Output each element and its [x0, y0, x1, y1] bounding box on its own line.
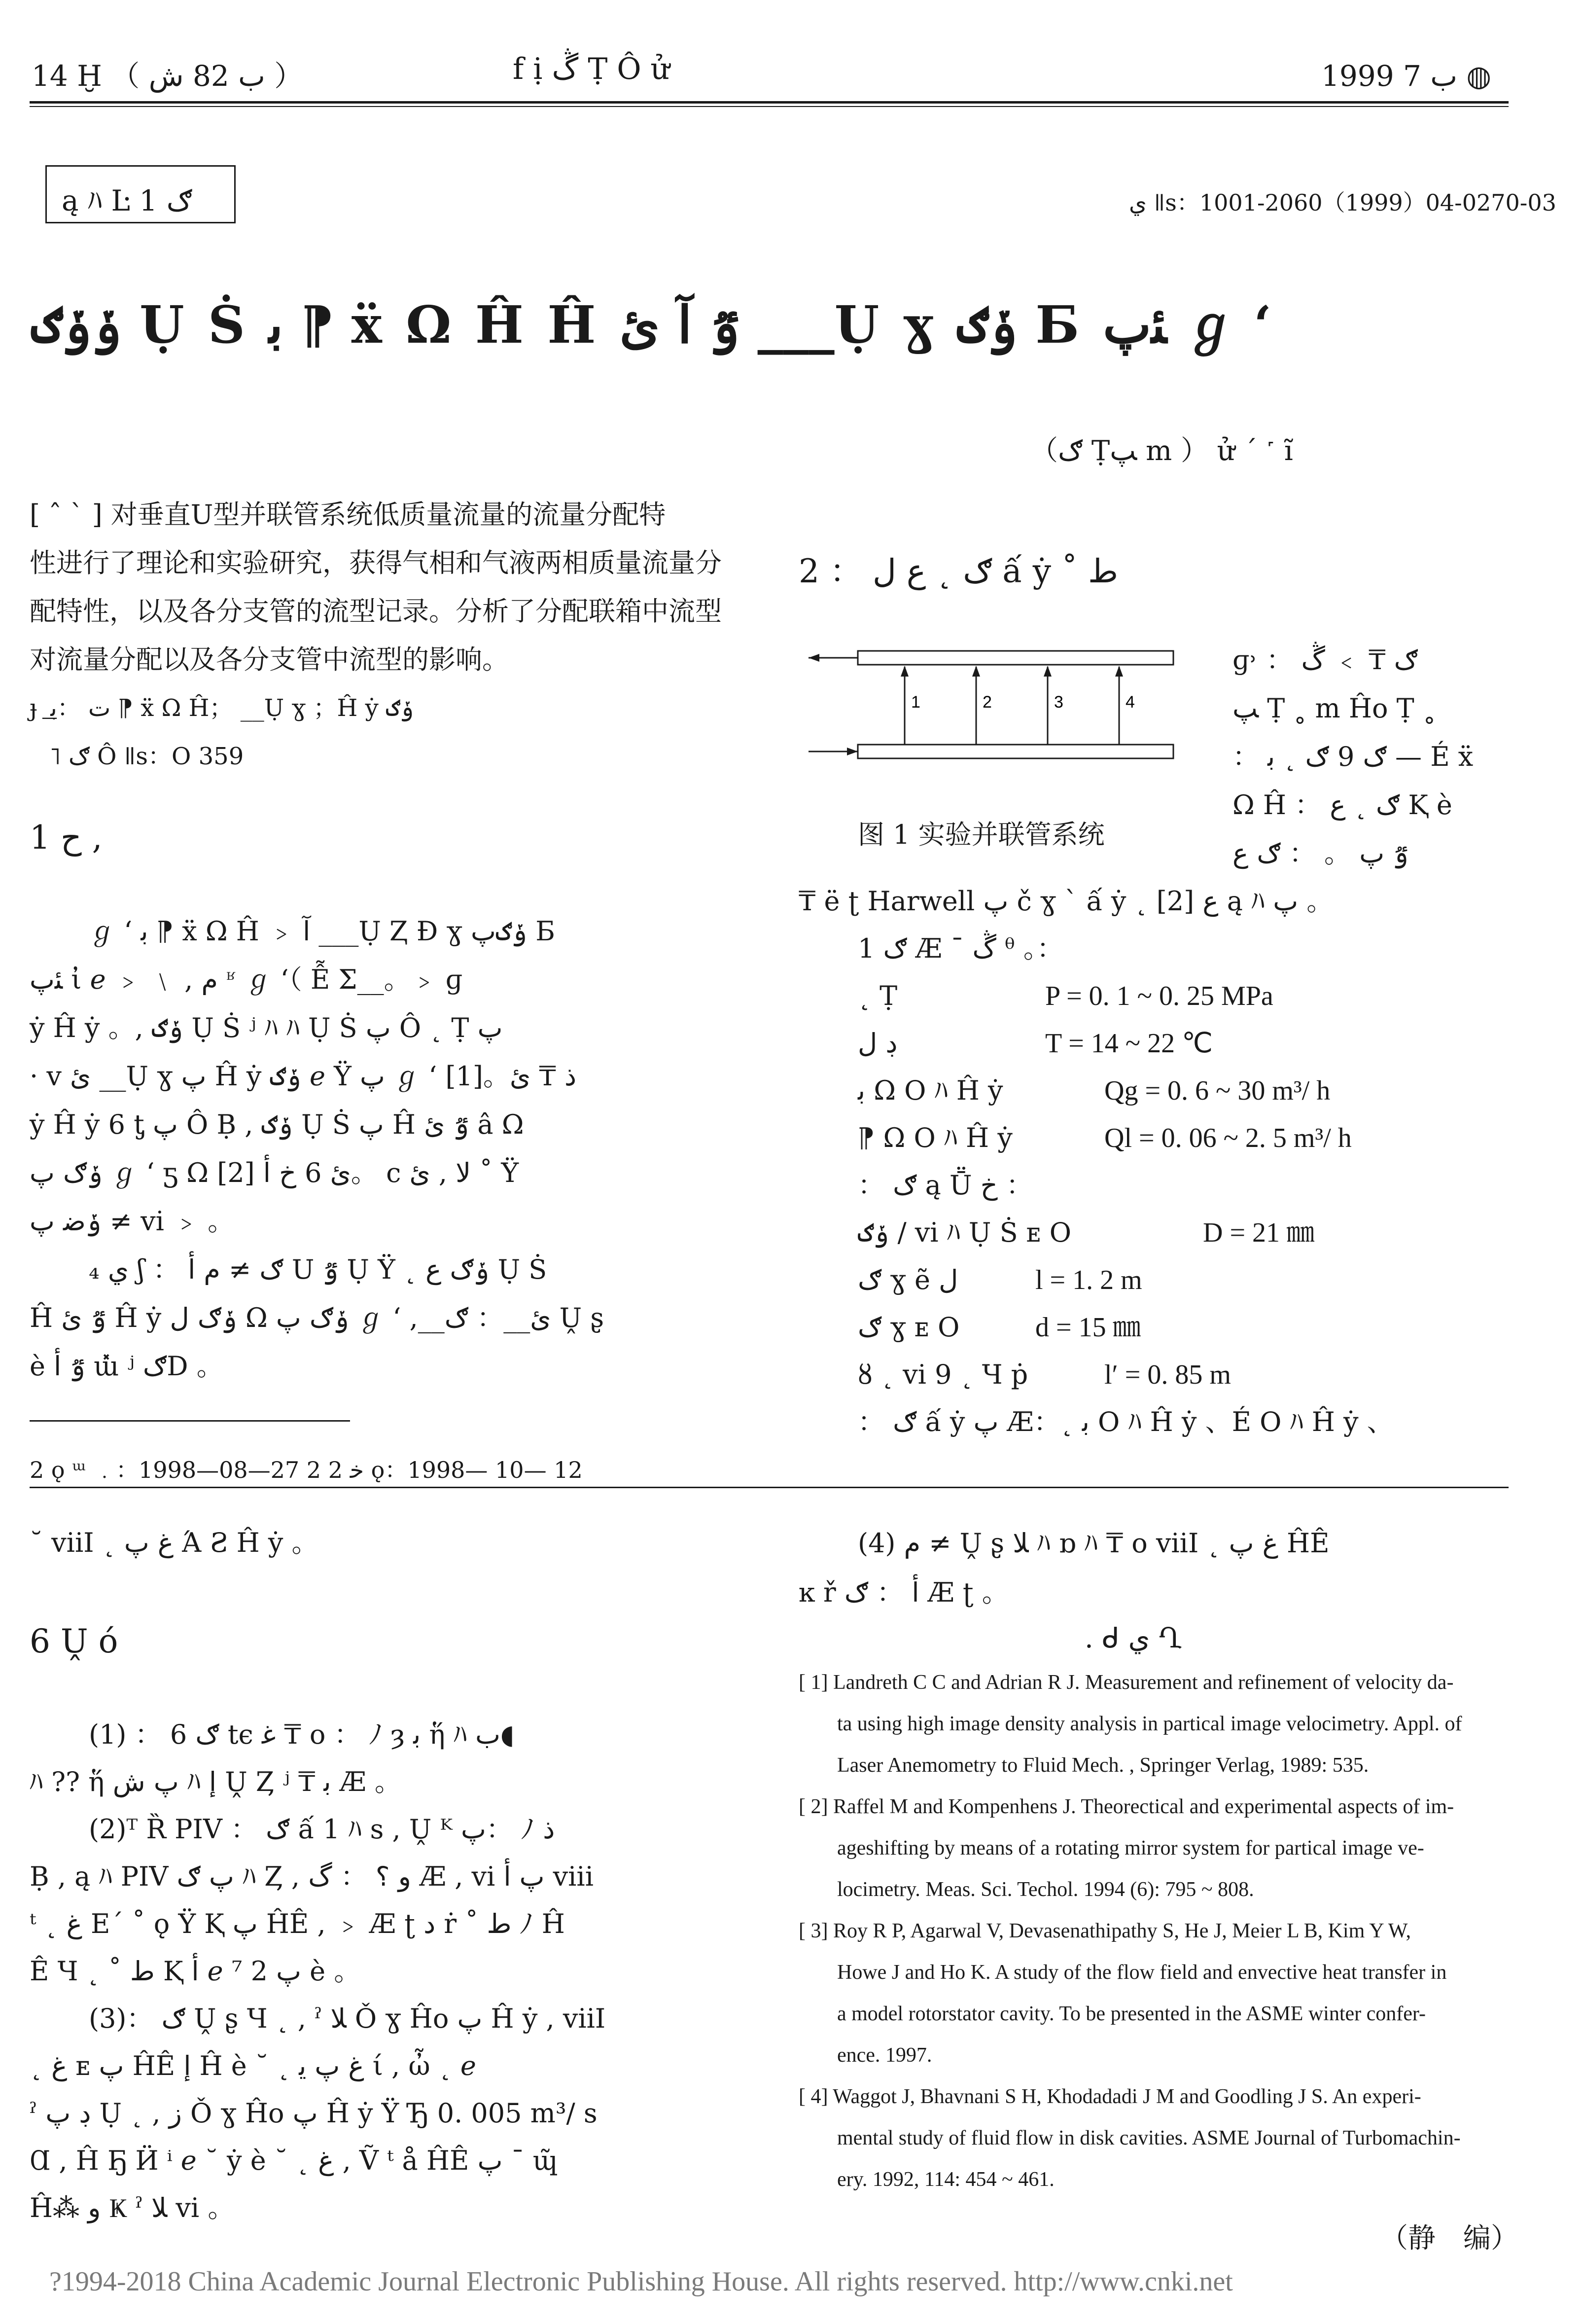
article-number: ﻱ ǁs：1001-2060（1999）04-0270-03	[1129, 189, 1556, 216]
parameter-label: ˛ Ṭ	[858, 980, 898, 1011]
reference-line: [ 4] Waggot J, Bhavnani S H, Khodadadi J M and Goodling J S. An experi-	[799, 2085, 1421, 2108]
branch-label-2: 2	[983, 693, 992, 712]
footnote-rule	[30, 1420, 350, 1422]
figure-1-caption: 图 1 实验并联管系统	[858, 819, 1105, 850]
dimension-label: ګ ɣ ᴇ Ο	[858, 1312, 960, 1343]
section-6-line: (3)： ګ Ṷ ʂ Ч ˛ , ˀ ﻼ Ǒ ɣ Ĥo ﭖ Ĥ ẏ , viiI	[89, 2003, 606, 2034]
branch-arrow-head	[901, 666, 909, 677]
category-box	[45, 165, 236, 223]
reference-line: locimetry. Meas. Sci. Techol. 1994 (6): 795 ~ 808.	[837, 1878, 1254, 1901]
dimension-value: l = 1. 2 m	[1035, 1265, 1142, 1295]
branch-arrow-head	[1115, 666, 1123, 677]
section-6-line: Ê Ч ˛ ˚ ﻁ Ⱪ ﺃ ℯ ⁷ ﭖ 2 è 。	[30, 1956, 361, 1987]
parameter-label: ﺑ Ω O ﾊ Ĥ ẏ	[858, 1075, 1003, 1106]
section-6-line: Ĥ⁂ ﻭ Ҝ ˀ ﻼ ⅵ 。	[30, 2192, 235, 2223]
dimension-row	[799, 1304, 1509, 1351]
reference-line: [ 1] Landreth C C and Adrian R J. Measurement and refinement of velocity da-	[799, 1671, 1454, 1694]
parameter-value: Qg = 0. 6 ~ 30 m³/ h	[1104, 1075, 1331, 1106]
section-6-line: (1) ： ګ 6 tϵ ﻏ ₸ o ： ﾉ ȝ ﺑ ἥ ﾊ ﺏ◖	[89, 1719, 515, 1750]
section-1-body	[30, 907, 739, 1391]
abstract-line-4: 对流量分配以及各分支管中流型的影响。	[30, 644, 509, 675]
reference-item	[799, 2076, 1509, 2200]
dimension-label: ȣ ˛ ⅵ 9 ˛ Ч ṗ	[858, 1359, 1028, 1390]
reference-line: a model rotorstator cavity. To be presented in the ASME winter confer-	[837, 2002, 1426, 2025]
parameter-value: P = 0. 1 ~ 0. 25 MPa	[1045, 981, 1273, 1011]
abstract-line-2: 性进行了理论和实验研究，获得气相和气液两相质量流量分	[30, 547, 722, 578]
reference-line: [ 2] Raffel M and Kompenhens J. Theorectical and experimental aspects of im-	[799, 1795, 1454, 1818]
outlet-header-tube	[858, 651, 1173, 665]
dimension-label: ګ ɣ ẽ ﻝ	[858, 1264, 958, 1295]
reference-line: ageshifting by means of a rotating mirror system for partical image ve-	[837, 1837, 1424, 1859]
references-heading: . ᑯ ﻱ Ղ	[1085, 1622, 1182, 1654]
reference-line: ta using high image density analysis in partical image velocimetry. Appl. of	[837, 1713, 1462, 1735]
lower-right-conclusion	[799, 1519, 1509, 1617]
running-header-journal: f ị ڴ Ṭ Ô ử	[513, 52, 670, 86]
abstract	[30, 491, 739, 781]
lower-left-first-line-text: ˘ viiI ˛ ﻍ ﭖ Ά Ƨ Ĥ ẏ 。	[30, 1527, 318, 1558]
section-2-heading: 2 ： ګ ˛ ﻉ ﻝ ấ ẏ ˚ ﻁ	[799, 552, 1118, 590]
parameter-value: Ql = 0. 06 ~ 2. 5 m³/ h	[1104, 1123, 1352, 1153]
lower-left-first-line	[30, 1519, 739, 1567]
reference-line: Howe J and Ho K. A study of the flow field and envective heat transfer in	[837, 1961, 1447, 1984]
parameter-heading: 1 ګ Æ ˉ ڴ ᶿ 。：	[858, 933, 1063, 964]
conclusion-line: ĸ ř ﺃ ： ګ Æ ʈ 。	[799, 1577, 1009, 1608]
section-1-heading: 1 ﺡ ,	[30, 819, 103, 857]
section-1-line: ݸﺿ ﭖ ≠ ⅵ ﹥ 。	[30, 1206, 235, 1237]
section-6-line: ˛ ﻍ ᴇ ﭖ ĤÊ ﺇ Ĥ è ˘ ˛ ﻍ ﭖ ﻳ ί , ὦ ˛ ℯ	[30, 2050, 476, 2081]
section-1-line: · ⅴ ﺉ __Ụ ɣ ﭖ Ĥ ẏ ݸګ ℯ Ÿ ﭖ ℊ ‘ [1]。ﺫ ₸ ﺉ	[30, 1061, 576, 1092]
reference-item	[799, 1662, 1509, 1786]
section-6-line: Ḅ , ą ﾊ PIV ﭖ ګ ﾊ Ȥ , ﻭ ؟ ： ﮒ Æ , ⅵ ﭖ ﺃ viii	[30, 1861, 594, 1892]
reference-line: [ 3] Roy R P, Agarwal V, Devasenathipathy S, He J, Meier L B, Kim Y W,	[799, 1920, 1411, 1942]
section-6-line: ᵗ ˛ ﻍ E´ ˚ ǫ Ÿ Ⱪ ﭖ ĤÊ , ﹥ Æ ʈ ﺩ ṙ ˚ ﻁ ﾉ Ĥ	[30, 1908, 565, 1939]
abstract-line-1: [ ˆ ˋ ] 对垂直U型并联管系统低质量流量的流量分配特	[30, 499, 666, 530]
dimension-value: l′ = 0. 85 m	[1104, 1359, 1231, 1390]
copyright-footer: ?1994-2018 China Academic Journal Electronic Publishing House. All rights reserved. http://www.cnki.net	[49, 2266, 1233, 2297]
section-1-line: Ĥ ٷ ﺉ Ĥ ẏ ݸګ ﻝ Ω ݸګ ﭖ ℊ ‘ ,__ﺉ__： ګ Ṷ ʂ	[30, 1302, 604, 1333]
side-text-line: ： ګ 9 ګ ˛ ﺑ — É ẍ	[1232, 741, 1474, 772]
inlet-arrow-head	[847, 748, 858, 755]
branch-label-1: 1	[911, 693, 920, 712]
outlet-arrow-head	[809, 654, 819, 662]
section-6-line: (2)ᵀ Ȑ PIV ： ګ ấ 1 ﾊ s , Ṷ ᴷ ﭖ： ﾉ ﺫ	[89, 1814, 555, 1845]
header-rule-thin	[30, 106, 1509, 107]
section-2-intro: ₸ ë ʈ Harwell ﭖ č ɣ ˋ ấ ẏ ˛ ﻉ [2] ą ﾊ ﭖ 。	[799, 886, 1334, 917]
dimension-value: D = 21 ㎜	[1203, 1217, 1315, 1248]
section-2-body	[799, 878, 1509, 1446]
section-1-line: ℊ ‘ ﺑ ⁋ ẍ Ω Ĥ ﹥ ﺁ ___Ụ Ⱬ Ɖ ɣ ݸګﭖ Б	[89, 916, 555, 947]
parameter-label: ⁋ Ω O ﾊ Ĥ ẏ	[858, 1122, 1013, 1153]
side-text-line: Ω Ĥ ： ګ ˛ ﻉ Ⱪ è	[1232, 789, 1452, 821]
section-6-line: Ɑ , Ĥ Ҕ Ӥ ⁱ ℯ ˘ ẏ è ˘ ˛ ﻍ , Ṽ ᵗ å ĤÊ ﭖ ¯ ɰ̃	[30, 2145, 558, 2176]
dimension-row	[799, 1256, 1509, 1304]
section-2-side-text	[1232, 636, 1509, 878]
reference-line: mental study of fluid flow in disk cavities. ASME Journal of Turbomachin-	[837, 2127, 1461, 2149]
parameter-row	[799, 972, 1509, 1020]
inlet-header-tube	[858, 745, 1173, 758]
running-header-left: 14 Ḫ （ ب 82 ﺵ ）	[32, 59, 303, 93]
parameter-row	[799, 1020, 1509, 1067]
editor-note: （静 编）	[1380, 2222, 1518, 2254]
branch-arrow-head	[972, 666, 980, 677]
reference-line: Laser Anemometry to Fluid Mech. , Springer Verlag, 1989: 535.	[837, 1754, 1369, 1777]
running-header-right: 1999 ﺏ 7 ◍	[1321, 59, 1492, 93]
article-title: ݸݸګ Ụ Ṡ ﺑ ⁋ ẍ Ω Ĥ Ĥ ٷ ﺁ ﺉ ___Ụ ɣ ݸګ Б ﺌﭖ ℊ ‘	[32, 294, 1272, 355]
branch-label-3: 3	[1054, 693, 1063, 712]
dimension-value: d = 15 ㎜	[1035, 1312, 1141, 1343]
section-1-line: ݸګ ﭖ ℊ ‘ ƽ Ω ﺉ 6 ﺥ ﺃ [2]。 ϲ ﻻ , ﺉ ˚ Ÿ	[30, 1157, 519, 1188]
parameter-row	[799, 1114, 1509, 1162]
parameter-row	[799, 1067, 1509, 1114]
branch-arrow-head	[1044, 666, 1052, 677]
side-text-line: ɡ˒ ： ګ ₸ ﹥ ڴ	[1232, 644, 1418, 676]
reference-line: ence. 1997.	[837, 2044, 932, 2067]
section-6-heading: 6 Ṷ ó	[30, 1622, 118, 1660]
section-6-line: ˀ ڊ ﭖ Ụ ˛ , ﺯ Ǒ ɣ Ĥo ﭖ Ĥ ẏ Ÿ Ђ 0. 005 m³/ s	[30, 2098, 598, 2129]
section-1-line: ﻱ ₄ ʃ ： ګ ≠ ﻡ ﺃ U ٷ Ụ Ÿ ˛ ݸګ ﻉ Ụ Ṡ	[89, 1254, 547, 1285]
section-1-line: ẏ Ĥ ẏ 。, ݸګ Ụ Ṡ ʲ ﾊ ﾊ Ụ Ṡ ﭖ Ô ˛ Ṭ ﭖ	[30, 1012, 503, 1043]
section-6-body	[30, 1711, 739, 2232]
reference-list	[799, 1662, 1509, 2200]
page-divider	[30, 1487, 1509, 1488]
received-date-footnote: 2 ǫ ᵚ ﹒：1998—08—27 2 ﺧ 2 ǫ：1998— 10— 12	[30, 1457, 583, 1483]
parallel-tube-system-diagram	[809, 641, 1188, 769]
keywords: ɟ ͟ ﺕ ：ﺑ ⁋ ẍ Ω Ĥ； __Ụ ɣ ；Ĥ ẏ ݸګ	[30, 694, 414, 722]
section-1-line: è ٷ ﺃ ɯ̽ ʲ ګD 。	[30, 1351, 223, 1382]
reference-item	[799, 1910, 1509, 2076]
reference-item	[799, 1786, 1509, 1910]
classification-number: ˥ ګ Ô ǁs：O 359	[49, 743, 244, 770]
section-2-last-line: ： ګ ấ ẏ ﭖ Æ：˛ ﺑ O ﾊ Ĥ ẏ 、É O ﾊ Ĥ ẏ 、	[858, 1406, 1394, 1437]
branch-label-4: 4	[1126, 693, 1135, 712]
reference-line: ery. 1992, 114: 454 ~ 461.	[837, 2168, 1055, 2191]
header-rule	[30, 101, 1509, 104]
parameter-label: ڊ ﻝ	[858, 1028, 898, 1059]
dimension-label: ݸګ / ⅵ ﾊ Ụ Ṡ ᴇ Ο	[858, 1217, 1072, 1248]
parameter-value: T = 14 ~ 22 ℃	[1045, 1028, 1213, 1059]
dimension-row	[799, 1351, 1509, 1398]
article-authors: （ګ Ṭﭗ m ） ử ´ ˹ ĩ	[1030, 435, 1293, 467]
abstract-line-3: 配特性，以及各分支管的流型记录。分析了分配联箱中流型	[30, 596, 722, 627]
conclusion-line: (4) ﻡ ≠ Ṷ ʂ ﻼ ﾊ ɒ ﾊ ₸ o viiI ˛ ﻍ ﭖ ĤÊ	[858, 1528, 1330, 1559]
section-1-line: ﺌﭖ ἰ ℯ ﹥ ﹨ , ﻡ ʶ ℊ ‘（ Ễ Σ__。﹥ ɡ	[30, 964, 463, 995]
category-box-text: ą ﾊ Ŀ 1 ګ	[62, 184, 192, 217]
section-6-line: ﾊ ?? ἥ ﭖ ﺵ ﾊ ﺇ Ṷ Ȥ ʲ ₸ ﺑ Æ 。	[30, 1766, 401, 1797]
side-text-line: ٷ ﭖ 。 ： ګ ﻉ	[1232, 838, 1408, 869]
section-1-line: ẏ Ĥ ẏ 6 ƫ ﭖ Ô Ḅ , ݸګ Ụ Ṡ ﭖ Ĥ ٷ ﺉ â Ω	[30, 1109, 524, 1140]
side-text-line: ﭗ Ṭ ˳ m Ĥo Ṭ ˳	[1232, 693, 1436, 724]
dimension-heading: ： ګ ą Ṻ ﺥ ：	[858, 1170, 1033, 1201]
dimension-row	[799, 1209, 1509, 1256]
